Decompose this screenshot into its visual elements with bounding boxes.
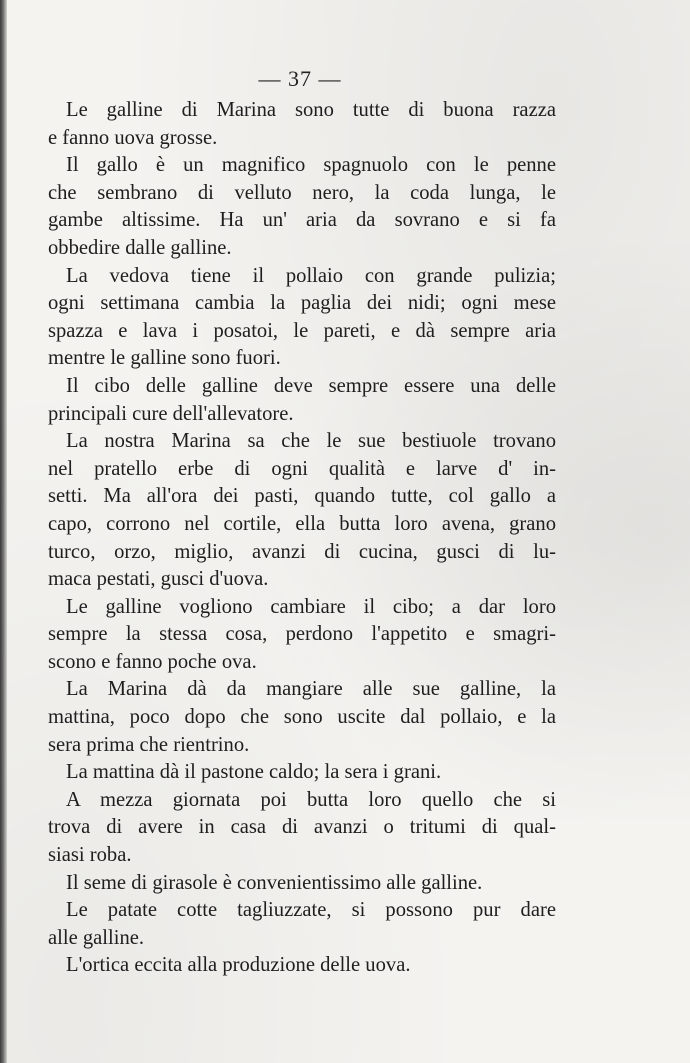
text-line: Le galline di Marina sono tutte di buona razza: [66, 99, 556, 121]
paragraph: [48, 676, 556, 759]
text-line: capo, corrono nel cortile, ella butta loro avena, grano: [48, 512, 556, 535]
text-line: Le patate cotte tagliuzzate, si possono pur dare: [66, 899, 556, 922]
paragraph: [48, 428, 556, 594]
paragraph: [48, 594, 556, 677]
text-line: sera prima che rientrino.: [48, 733, 250, 756]
text-line: mentre le galline sono fuori.: [48, 347, 281, 370]
text-line: A mezza giornata poi butta loro quello che si: [66, 788, 556, 811]
text-line: gambe altissime. Ha un' aria da sovrano e si fa: [48, 209, 556, 232]
text-line: siasi roba.: [48, 844, 132, 867]
text-line: Il cibo delle galline deve sempre essere una delle: [66, 374, 556, 397]
text-line: e fanno uova grosse.: [48, 126, 218, 149]
text-line: alle galline.: [48, 926, 145, 949]
paragraph: [48, 870, 556, 898]
text-line: nel pratello erbe di ogni qualità e larve d' in-: [48, 457, 556, 480]
text-line: che sembrano di velluto nero, la coda lunga, le: [48, 181, 556, 204]
paragraph: [48, 759, 556, 787]
page-number: — 37 —: [258, 66, 342, 91]
text-line: La vedova tiene il pollaio con grande pulizia;: [66, 264, 556, 287]
body-text: [48, 97, 556, 980]
text-line: spazza e lava i posatoi, le pareti, e dà sempre aria: [48, 319, 556, 342]
text-line: obbedire dalle galline.: [48, 236, 232, 259]
paragraph: [48, 373, 556, 428]
text-line: sempre la stessa cosa, perdono l'appetito e smagri-: [48, 623, 556, 646]
text-line: trova di avere in casa di avanzi o tritumi di qual-: [48, 816, 556, 839]
paragraph: [48, 263, 556, 373]
paragraph: [48, 897, 556, 952]
text-line: ogni settimana cambia la paglia dei nidi; ogni mese: [48, 292, 556, 315]
text-line: principali cure dell'allevatore.: [48, 402, 294, 425]
text-line: mattina, poco dopo che sono uscite dal pollaio, e la: [48, 706, 556, 729]
paragraph: [48, 787, 556, 870]
text-line: Il seme di girasole è convenientissimo alle galline.: [66, 871, 483, 894]
text-line: setti. Ma all'ora dei pasti, quando tutte, col gallo a: [48, 485, 556, 508]
text-line: maca pestati, gusci d'uova.: [48, 568, 269, 591]
text-line: turco, orzo, miglio, avanzi di cucina, gusci di lu-: [48, 540, 556, 563]
text-line: Le galline vogliono cambiare il cibo; a dar loro: [66, 595, 556, 618]
text-line: scono e fanno poche ova.: [48, 650, 257, 673]
paragraph: [48, 97, 556, 152]
page-binding-edge: [0, 0, 7, 1063]
paragraph: [48, 952, 556, 980]
text-line: Il gallo è un magnifico spagnuolo con le penne: [66, 154, 556, 177]
paragraph: [48, 152, 556, 262]
text-line: La Marina dà da mangiare alle sue galline, la: [66, 678, 556, 701]
text-line: La nostra Marina sa che le sue bestiuole trovano: [66, 430, 556, 453]
text-line: La mattina dà il pastone caldo; la sera i grani.: [66, 761, 442, 784]
text-line: L'ortica eccita alla produzione delle uova.: [66, 954, 411, 977]
